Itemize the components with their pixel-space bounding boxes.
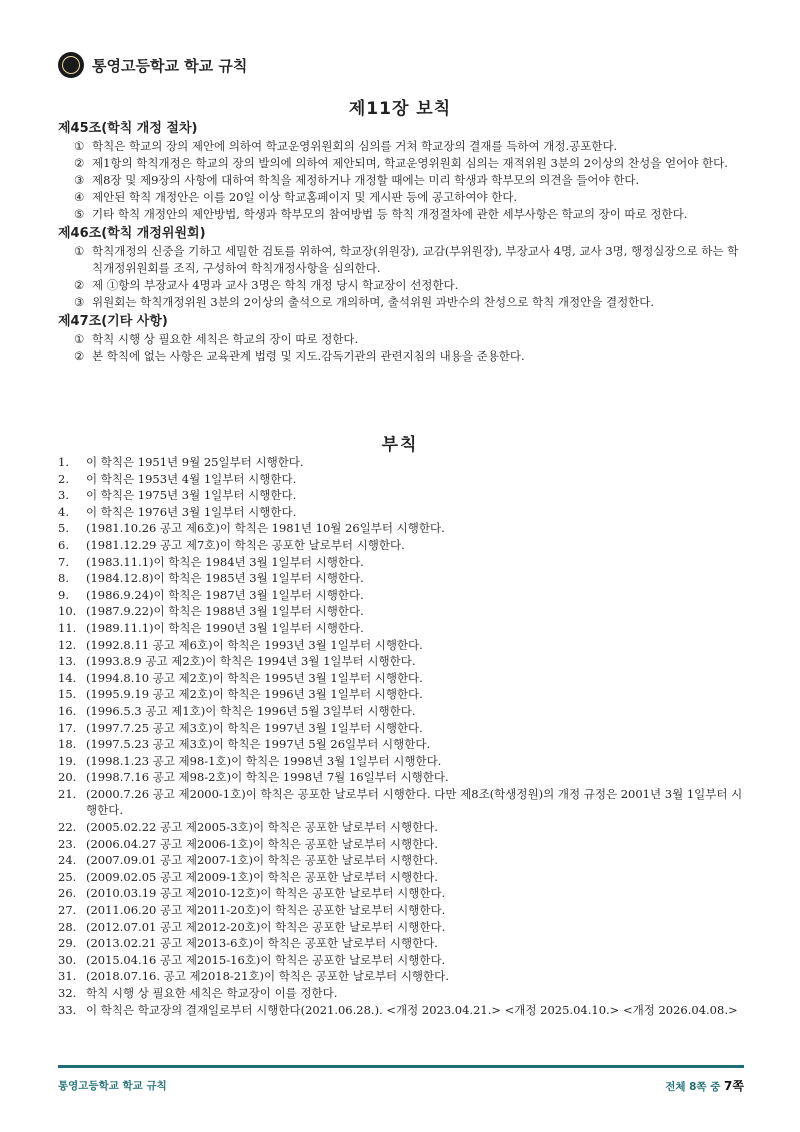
appendix-item-number: 17. <box>58 720 77 735</box>
appendix-item-number: 12. <box>58 637 77 652</box>
appendix-item-text: (2006.04.27 공고 제2006-1호)이 학칙은 공포한 날로부터 시행한다. <box>86 836 438 851</box>
appendix-item-number: 32. <box>58 986 77 1000</box>
appendix-item <box>58 471 748 488</box>
appendix-item <box>58 753 748 770</box>
appendix-item-text: (2007.09.01 공고 제2007-1호)이 학칙은 공포한 날로부터 시행한다. <box>86 853 438 868</box>
appendix-item-text: (2012.07.01 공고 제2012-20호)이 학칙은 공포한 날로부터 시행한다. <box>86 919 446 934</box>
appendix-item <box>58 587 748 604</box>
appendix-item-number: 22. <box>58 820 77 835</box>
appendix-item <box>58 935 748 952</box>
article-clause <box>58 189 748 206</box>
appendix-item-text: 학칙 시행 상 필요한 세칙은 학교장이 이를 정한다. <box>86 986 338 1000</box>
clause-text: 제안된 학칙 개정안은 이를 20일 이상 학교홈페이지 및 게시판 등에 공고하여야 한다. <box>92 190 518 204</box>
article-clause <box>58 294 748 311</box>
appendix-item <box>58 670 748 687</box>
appendix-item-text: (2015.04.16 공고 제2015-16호)이 학칙은 공포한 날로부터 시행한다. <box>86 952 446 967</box>
appendix-item <box>58 1002 748 1019</box>
clause-text: 위원회는 학칙개정위원 3분의 2이상의 출석으로 개의하며, 출석위원 과반수의 찬성으로 학칙 개정안을 결정한다. <box>92 295 655 309</box>
clause-number: ④ <box>74 190 85 204</box>
school-logo-icon <box>58 52 84 78</box>
appendix-item-text: (1986.9.24)이 학칙은 1987년 3월 1일부터 시행한다. <box>86 587 364 602</box>
appendix-item-text: (2018.07.16. 공고 제2018-21호)이 학칙은 공포한 날로부터 시행한다. <box>86 969 449 984</box>
appendix-item-number: 24. <box>58 853 77 868</box>
appendix-item-number: 8. <box>58 571 69 586</box>
page-total-label: 전체 8쪽 중 <box>665 1081 725 1093</box>
appendix-list <box>58 454 748 1018</box>
appendix-item-number: 30. <box>58 952 77 967</box>
appendix-item-text: (2009.02.05 공고 제2009-1호)이 학칙은 공포한 날로부터 시행한다. <box>86 869 438 884</box>
appendix-item <box>58 736 748 753</box>
appendix-item <box>58 919 748 936</box>
clause-number: ① <box>74 244 85 258</box>
appendix-item-text: (1997.5.23 공고 제3호)이 학칙은 1997년 5월 26일부터 시행한다. <box>86 737 431 752</box>
clause-text: 학칙 시행 상 필요한 세칙은 학교의 장이 따로 정한다. <box>92 332 359 346</box>
appendix-item-number: 18. <box>58 737 77 752</box>
appendix-item-number: 6. <box>58 537 69 552</box>
appendix-item-text: (1996.5.3 공고 제1호)이 학칙은 1996년 5월 3일부터 시행한다. <box>86 703 416 718</box>
clause-text: 본 학칙에 없는 사항은 교육관계 법령 및 지도.감독기관의 관련지침의 내용을 준용한다. <box>92 349 525 363</box>
appendix-item <box>58 985 748 1002</box>
appendix-item-number: 31. <box>58 969 77 984</box>
appendix-item-text: (1984.12.8)이 학칙은 1985년 3월 1일부터 시행한다. <box>86 571 364 586</box>
article-clause <box>58 277 748 294</box>
appendix-item-text: (1998.7.16 공고 제98-2호)이 학칙은 1998년 7월 16일부터 시행한다. <box>86 770 449 785</box>
appendix-item <box>58 504 748 521</box>
appendix-item-text: (1993.8.9 공고 제2호)이 학칙은 1994년 3월 1일부터 시행한다. <box>86 654 416 669</box>
appendix-item-number: 9. <box>58 587 69 602</box>
clause-number: ③ <box>74 295 85 309</box>
appendix-item-number: 15. <box>58 687 77 702</box>
appendix-item-text: 이 학칙은 학교장의 결재일로부터 시행한다(2021.06.28.). <개정 2023.04.21.> <개정 2025.04.10.> <개정 2026.04.08.> <box>86 1002 738 1017</box>
clause-number: ② <box>74 278 85 292</box>
appendix-item-text: (1997.7.25 공고 제3호)이 학칙은 1997년 3월 1일부터 시행한다. <box>86 720 423 735</box>
appendix-item-text: (2010.03.19 공고 제2010-12호)이 학칙은 공포한 날로부터 시행한다. <box>86 886 446 901</box>
appendix-item <box>58 570 748 587</box>
appendix-item-number: 7. <box>58 554 69 569</box>
clause-text: 제 ①항의 부장교사 4명과 교사 3명은 학칙 개정 당시 학교장이 선정한다. <box>92 278 459 292</box>
appendix-item-number: 10. <box>58 604 77 619</box>
appendix-item-number: 19. <box>58 753 77 768</box>
appendix-item-number: 13. <box>58 654 77 669</box>
footer-title: 통영고등학교 학교 규칙 <box>58 1080 167 1092</box>
appendix-item <box>58 537 748 554</box>
appendix-item <box>58 554 748 571</box>
appendix-item-number: 33. <box>58 1002 77 1017</box>
appendix-item-number: 25. <box>58 869 77 884</box>
article-clause <box>58 243 748 277</box>
article-clause <box>58 331 748 348</box>
appendix-item <box>58 902 748 919</box>
appendix-item-number: 16. <box>58 703 77 718</box>
appendix-item-text: (2011.06.20 공고 제2011-20호)이 학칙은 공포한 날로부터 시행한다. <box>86 903 446 918</box>
appendix-item-text: (1981.10.26 공고 제6호)이 학칙은 1981년 10월 26일부터 시행한다. <box>86 521 445 536</box>
clause-text: 학칙개정의 신중을 기하고 세밀한 검토를 위하여, 학교장(위원장), 교감(부위원장), 부장교사 4명, 교사 3명, 행정실장으로 하는 학칙개정위원회를 조직, 구성하여 학칙개정사항을 심의한다. <box>92 244 739 275</box>
appendix-item-number: 29. <box>58 936 77 951</box>
appendix-item <box>58 520 748 537</box>
appendix-item-number: 14. <box>58 670 77 685</box>
appendix-item <box>58 836 748 853</box>
appendix-item <box>58 852 748 869</box>
appendix-item <box>58 720 748 737</box>
appendix-item-text: (1994.8.10 공고 제2호)이 학칙은 1995년 3월 1일부터 시행한다. <box>86 670 423 685</box>
appendix-item <box>58 637 748 654</box>
clause-text: 제8장 및 제9장의 사항에 대하여 학칙을 제정하거나 개정할 때에는 미리 학생과 학부모의 의견을 들어야 한다. <box>92 173 640 187</box>
appendix-item-text: 이 학칙은 1953년 4월 1일부터 시행한다. <box>86 471 297 486</box>
appendix-item <box>58 653 748 670</box>
appendix-item-number: 21. <box>58 786 77 801</box>
document-header <box>58 50 247 80</box>
chapter-title: 제11장 보칙 <box>348 99 452 119</box>
article-clause <box>58 206 748 223</box>
appendix-item-number: 3. <box>58 488 69 503</box>
clause-number: ① <box>74 332 85 346</box>
appendix-item <box>58 885 748 902</box>
appendix-item-number: 23. <box>58 836 77 851</box>
appendix-item-text: (2013.02.21 공고 제2013-6호)이 학칙은 공포한 날로부터 시행한다. <box>86 936 438 951</box>
appendix-item-text: (1983.11.1)이 학칙은 1984년 3월 1일부터 시행한다. <box>86 554 364 569</box>
appendix-item-number: 27. <box>58 903 77 918</box>
current-page: 7쪽 <box>724 1079 744 1093</box>
appendix-item <box>58 454 748 471</box>
appendix-item-text: (1981.12.29 공고 제7호)이 학칙은 공포한 날로부터 시행한다. <box>86 537 405 552</box>
appendix-item <box>58 968 748 985</box>
appendix-item-number: 26. <box>58 886 77 901</box>
appendix-item-number: 28. <box>58 919 77 934</box>
page-indicator <box>665 1077 744 1094</box>
clause-number: ⑤ <box>74 207 85 221</box>
appendix-item-number: 11. <box>58 620 77 635</box>
appendix-item-text: 이 학칙은 1975년 3월 1일부터 시행한다. <box>86 488 297 503</box>
appendix-item <box>58 603 748 620</box>
appendix-item-text: (1989.11.1)이 학칙은 1990년 3월 1일부터 시행한다. <box>86 620 364 635</box>
appendix-item-number: 2. <box>58 471 69 486</box>
appendix-item-text: (2000.7.26 공고 제2000-1호)이 학칙은 공포한 날로부터 시행한다. 다만 제8조(학생정원)의 개정 규정은 2001년 3월 1일부터 시행한다. <box>86 786 743 818</box>
clause-text: 제1항의 학칙개정은 학교의 장의 발의에 의하여 제안되며, 학교운영위원회 심의는 재적위원 3분의 2이상의 찬성을 얻어야 한다. <box>92 156 728 170</box>
appendix-item-text: (1987.9.22)이 학칙은 1988년 3월 1일부터 시행한다. <box>86 604 364 619</box>
article-title: 제45조(학칙 개정 절차) <box>58 121 198 136</box>
school-name: 통영고등학교 학교 규칙 <box>92 56 248 75</box>
article-title: 제47조(기타 사항) <box>58 314 168 329</box>
footer-divider <box>58 1065 744 1068</box>
appendix-item <box>58 686 748 703</box>
appendix-item-number: 20. <box>58 770 77 785</box>
clause-number: ① <box>74 139 85 153</box>
appendix-item-text: (1998.1.23 공고 제98-1호)이 학칙은 1998년 3월 1일부터 시행한다. <box>86 753 442 768</box>
clause-number: ② <box>74 349 85 363</box>
appendix-item-text: 이 학칙은 1951년 9월 25일부터 시행한다. <box>86 455 304 469</box>
appendix-item <box>58 819 748 836</box>
appendix-item <box>58 703 748 720</box>
appendix-item-number: 5. <box>58 521 69 536</box>
article-title: 제46조(학칙 개정위원회) <box>58 226 206 241</box>
article-clause <box>58 155 748 172</box>
article-clause <box>58 172 748 189</box>
appendix-item <box>58 786 748 819</box>
appendix-item-text: (2005.02.22 공고 제2005-3호)이 학칙은 공포한 날로부터 시행한다. <box>86 820 438 835</box>
appendix-item-text: (1995.9.19 공고 제2호)이 학칙은 1996년 3월 1일부터 시행한다. <box>86 687 423 702</box>
articles-section <box>58 118 748 365</box>
clause-number: ③ <box>74 173 85 187</box>
clause-text: 학칙은 학교의 장의 제안에 의하여 학교운영위원회의 심의를 거쳐 학교장의 결재를 득하여 개정.공포한다. <box>92 139 618 153</box>
article-clause <box>58 138 748 155</box>
appendix-item <box>58 620 748 637</box>
appendix-item-number: 4. <box>58 504 69 519</box>
article-clause <box>58 348 748 365</box>
appendix-item <box>58 487 748 504</box>
appendix-item <box>58 769 748 786</box>
appendix-item <box>58 869 748 886</box>
appendix-item <box>58 952 748 969</box>
appendix-item-text: 이 학칙은 1976년 3월 1일부터 시행한다. <box>86 504 297 519</box>
clause-number: ② <box>74 156 85 170</box>
appendix-title: 부칙 <box>381 435 419 455</box>
appendix-item-text: (1992.8.11 공고 제6호)이 학칙은 1993년 3월 1일부터 시행한다. <box>86 637 423 652</box>
clause-text: 기타 학칙 개정안의 제안방법, 학생과 학부모의 참여방법 등 학칙 개정절차에 관한 세부사항은 학교의 장이 따로 정한다. <box>92 207 688 221</box>
appendix-item-number: 1. <box>58 455 69 469</box>
